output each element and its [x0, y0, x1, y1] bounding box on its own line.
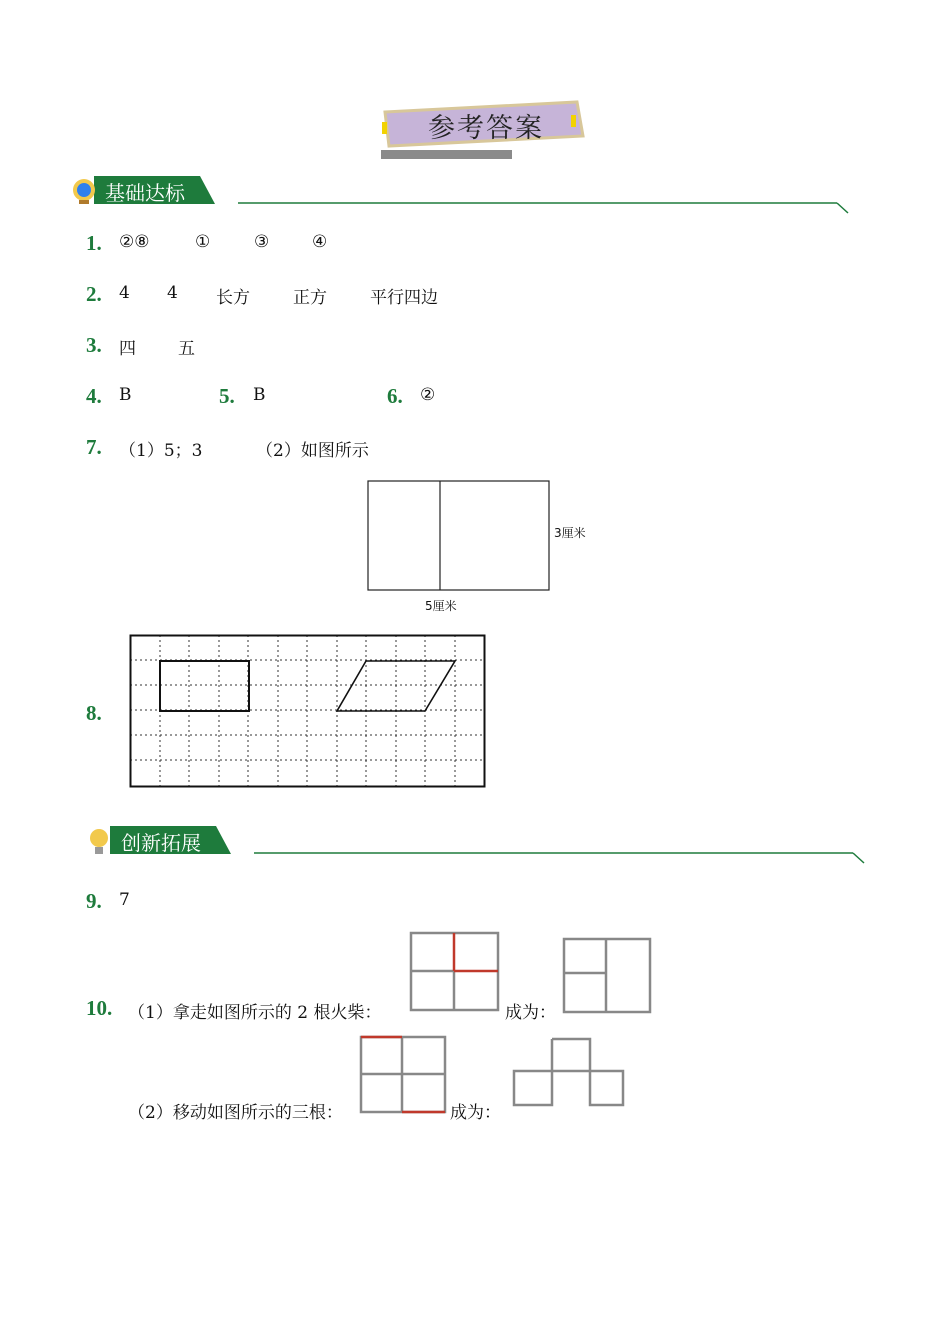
page-title: 参考答案 — [428, 113, 544, 144]
q10-part2-result-label: 成为： — [450, 1103, 501, 1123]
question-number: 3. — [86, 333, 102, 357]
q1-answer-4: ④ — [312, 232, 328, 252]
q10-part1-text: （1）拿走如图所示的 2 根火柴： — [128, 1003, 382, 1023]
q10-part1-result-label: 成为： — [505, 1003, 556, 1023]
q7-rectangle-figure — [366, 479, 552, 593]
question-number: 2. — [86, 282, 102, 306]
q10-matchstick-figure-2 — [358, 1034, 448, 1116]
q3-answer-1: 四 — [119, 339, 136, 359]
q10-matchstick-result-2 — [506, 1034, 630, 1114]
question-number: 10. — [86, 996, 113, 1020]
q6-answer: ② — [420, 385, 436, 405]
lightbulb-icon — [90, 829, 108, 847]
section-label-basic: 基础达标 — [105, 181, 185, 205]
question-number: 1. — [86, 231, 102, 255]
q7-height-label: 3厘米 — [554, 526, 586, 540]
q2-answer-1: 4 — [119, 283, 130, 303]
q8-rectangle — [160, 661, 249, 711]
question-number: 9. — [86, 889, 102, 913]
q9-answer: 7 — [119, 890, 130, 910]
q10-part2-text: （2）移动如图所示的三根： — [128, 1103, 343, 1123]
q7-part1: （1）5；3 — [119, 441, 203, 461]
q7-part2: （2）如图所示 — [256, 441, 369, 461]
q7-width-label: 5厘米 — [425, 599, 457, 613]
q10-matchstick-result-1 — [561, 936, 653, 1016]
q2-answer-2: 4 — [167, 283, 178, 303]
question-number: 5. — [219, 384, 235, 408]
section-label-innovation: 创新拓展 — [121, 831, 201, 855]
q8-dot-grid-figure — [129, 634, 487, 789]
q3-answer-2: 五 — [178, 339, 195, 359]
q5-answer: B — [253, 385, 266, 405]
question-number: 6. — [387, 384, 403, 408]
q4-answer: B — [119, 385, 132, 405]
section-header-basic — [72, 172, 852, 216]
question-number: 4. — [86, 384, 102, 408]
q2-answer-5: 平行四边 — [370, 288, 438, 308]
section-header-innovation — [88, 822, 868, 866]
q2-answer-3: 长方 — [216, 288, 250, 308]
q1-answer-1: ②⑧ — [119, 232, 150, 252]
answer-title-banner — [381, 100, 581, 146]
question-number: 7. — [86, 435, 102, 459]
q10-matchstick-figure-1 — [408, 930, 502, 1014]
section-header-graphic — [72, 172, 852, 216]
section-header-graphic — [88, 822, 868, 866]
q1-answer-3: ③ — [254, 232, 270, 252]
q2-answer-4: 正方 — [293, 288, 327, 308]
q1-answer-2: ① — [195, 232, 211, 252]
question-number: 8. — [86, 701, 102, 725]
